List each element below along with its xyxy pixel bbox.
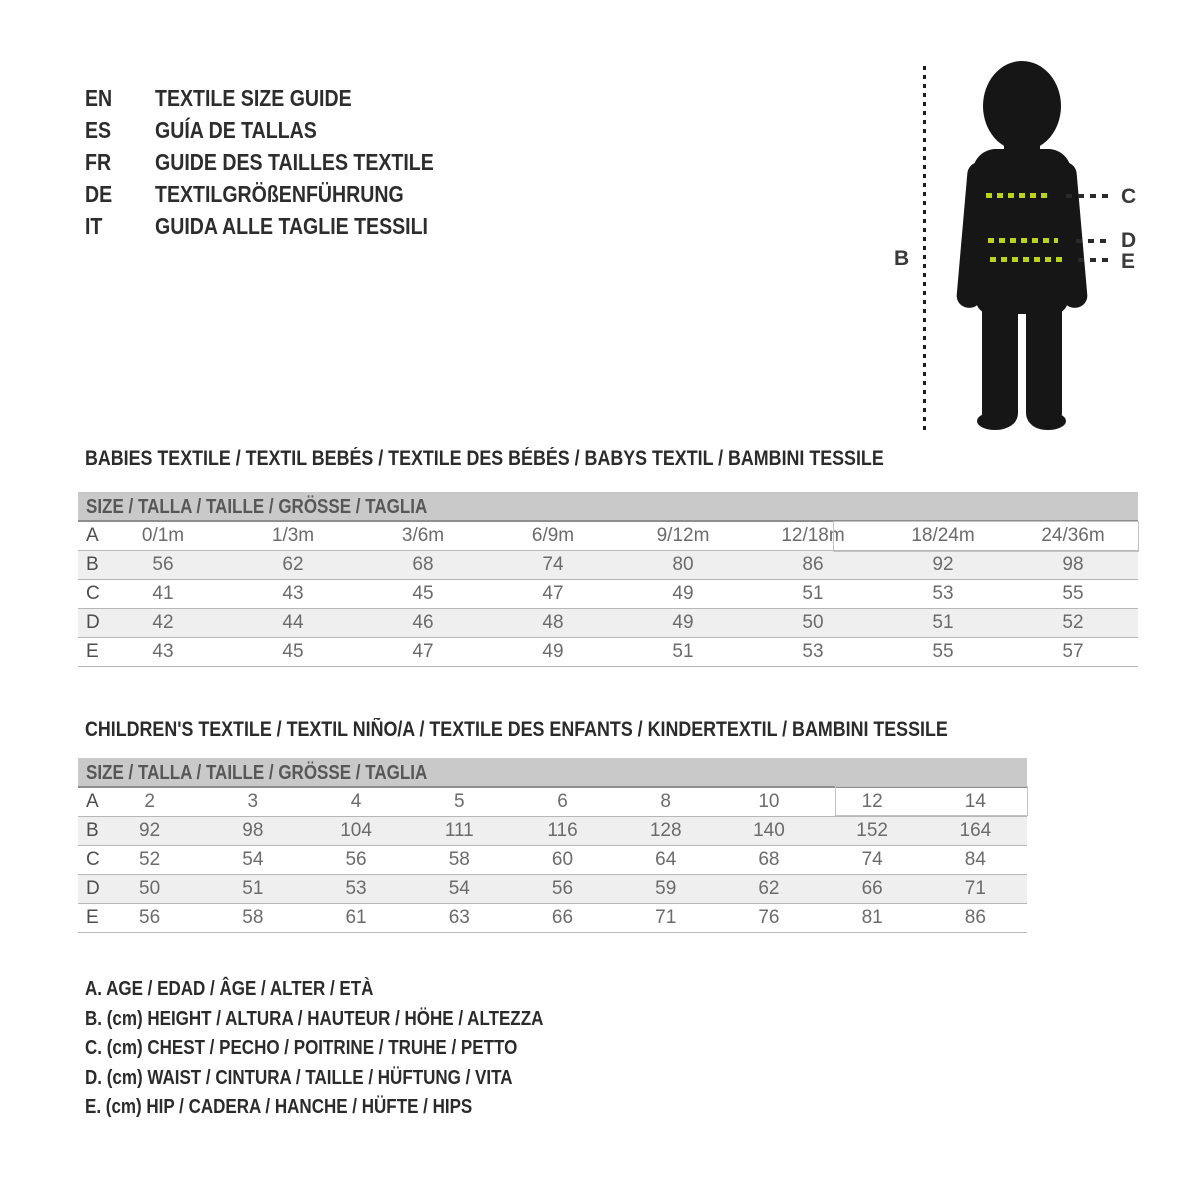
language-label: GUIDE DES TAILLES TEXTILE: [155, 149, 434, 175]
size-value-cell: 12/18m: [781, 525, 845, 546]
size-value-cell: 51: [672, 641, 694, 662]
babies-row-d: [78, 609, 1138, 638]
language-code: ES: [85, 117, 112, 143]
babies-row-b: [78, 551, 1138, 580]
language-code: EN: [85, 85, 113, 111]
size-value-cell: 74: [542, 554, 564, 575]
size-value-cell: 68: [412, 554, 434, 575]
size-value-cell: 53: [802, 641, 824, 662]
size-value-cell: 54: [448, 878, 470, 899]
size-value-cell: 43: [152, 641, 174, 662]
size-value-cell: 51: [932, 612, 954, 633]
size-value-cell: 84: [964, 849, 986, 870]
row-label: E: [86, 907, 99, 928]
size-value-cell: 98: [1062, 554, 1084, 575]
size-value-cell: 62: [758, 878, 780, 899]
size-value-cell: 51: [242, 878, 264, 899]
language-code: DE: [85, 181, 113, 207]
size-value-cell: 57: [1062, 641, 1084, 662]
size-value-cell: 45: [282, 641, 304, 662]
size-value-cell: 52: [139, 849, 161, 870]
size-value-cell: 6: [557, 791, 568, 812]
children-section-title: CHILDREN'S TEXTILE / TEXTIL NIÑO/A / TEXTILE DES ENFANTS / KINDERTEXTIL / BAMBINI TESSILE: [85, 718, 948, 741]
size-value-cell: 60: [551, 849, 574, 870]
size-value-cell: 140: [753, 820, 785, 841]
size-value-cell: 52: [1062, 612, 1084, 633]
legend-hip: E. (cm) HIP / CADERA / HANCHE / HÜFTE / HIPS: [85, 1096, 473, 1118]
size-value-cell: 56: [345, 849, 367, 870]
size-value-cell: 0/1m: [141, 525, 185, 546]
row-label: B: [86, 554, 99, 575]
size-value-cell: 58: [242, 907, 264, 928]
row-label: C: [86, 849, 100, 870]
children-row-c: [78, 846, 1027, 875]
size-value-cell: 92: [139, 820, 161, 841]
size-value-cell: 62: [282, 554, 304, 575]
size-value-cell: 86: [802, 554, 824, 575]
size-value-cell: 45: [412, 583, 434, 604]
size-value-cell: 71: [655, 907, 677, 928]
size-value-cell: 98: [242, 820, 264, 841]
size-value-cell: 4: [350, 791, 362, 812]
language-label: TEXTILE SIZE GUIDE: [155, 85, 352, 111]
language-code: FR: [85, 149, 112, 175]
size-value-cell: 68: [758, 849, 780, 870]
size-value-cell: 53: [932, 583, 954, 604]
row-label: A: [86, 525, 99, 546]
size-value-cell: 47: [412, 641, 434, 662]
size-value-cell: 49: [542, 641, 564, 662]
language-row-es: [85, 114, 483, 146]
size-value-cell: 76: [758, 907, 780, 928]
children-row-b: [78, 817, 1027, 846]
legend-waist: D. (cm) WAIST / CINTURA / TAILLE / HÜFTUNG / VITA: [85, 1066, 513, 1089]
size-value-cell: 1/3m: [271, 525, 315, 546]
size-value-cell: 74: [861, 849, 883, 870]
row-label: D: [86, 878, 100, 899]
row-label: C: [86, 583, 100, 604]
babies-row-c: [78, 580, 1138, 609]
children-size-table: [78, 758, 1027, 933]
size-value-cell: 86: [964, 907, 986, 928]
children-highlight-box: [835, 786, 1028, 816]
waist-label: D: [1121, 229, 1137, 252]
height-measure-line: [923, 66, 926, 432]
size-table-header: SIZE / TALLA / TAILLE / GRÖSSE / TAGLIA: [78, 492, 1138, 522]
language-row-en: [85, 82, 483, 114]
size-value-cell: 55: [1062, 583, 1084, 604]
chest-measure-dots: [986, 193, 1052, 198]
language-label: GUÍA DE TALLAS: [155, 117, 317, 143]
legend-chest: C. (cm) CHEST / PECHO / POITRINE / TRUHE / PETTO: [85, 1037, 518, 1059]
language-row-de: [85, 178, 483, 210]
babies-section-title: BABIES TEXTILE / TEXTIL BEBÉS / TEXTILE DES BÉBÉS / BABYS TEXTIL / BAMBINI TESSILE: [85, 447, 884, 470]
children-row-e: [78, 904, 1027, 933]
row-label: E: [86, 641, 99, 662]
size-value-cell: 164: [959, 820, 992, 841]
children-row-d: [78, 875, 1027, 904]
size-value-cell: 50: [802, 612, 824, 633]
size-value-cell: 48: [542, 612, 564, 633]
size-value-cell: 152: [856, 820, 888, 841]
size-value-cell: 81: [861, 907, 883, 928]
babies-highlight-box: [833, 521, 1139, 552]
hip-measure-dots: [990, 257, 1062, 262]
size-value-cell: 47: [542, 583, 564, 604]
chest-label: C: [1121, 185, 1137, 208]
size-value-cell: 55: [932, 641, 954, 662]
size-value-cell: 66: [861, 878, 883, 899]
language-label: TEXTILGRÖßENFÜHRUNG: [155, 181, 404, 207]
size-value-cell: 56: [139, 907, 161, 928]
size-value-cell: 66: [551, 907, 574, 928]
size-value-cell: 92: [932, 554, 954, 575]
language-row-fr: [85, 146, 483, 178]
size-value-cell: 10: [758, 791, 780, 812]
hip-leader-line: [1078, 258, 1110, 262]
size-value-cell: 5: [453, 791, 465, 812]
language-row-it: [85, 210, 483, 242]
size-value-cell: 58: [448, 849, 470, 870]
size-value-cell: 50: [139, 878, 161, 899]
size-value-cell: 111: [444, 820, 474, 841]
chest-leader-line: [1066, 194, 1108, 198]
waist-leader-line: [1076, 239, 1108, 243]
language-label: GUIDA ALLE TAGLIE TESSILI: [155, 213, 428, 239]
size-value-cell: 6/9m: [531, 525, 575, 546]
size-value-cell: 14: [964, 791, 986, 812]
size-value-cell: 61: [345, 907, 367, 928]
size-value-cell: 12: [861, 791, 883, 812]
size-value-cell: 46: [412, 612, 434, 633]
size-value-cell: 116: [547, 820, 578, 841]
size-value-cell: 51: [802, 583, 824, 604]
legend-age: A. AGE / EDAD / ÂGE / ALTER / ETÀ: [85, 978, 374, 1000]
size-value-cell: 64: [655, 849, 677, 870]
size-value-cell: 80: [672, 554, 694, 575]
size-value-cell: 3/6m: [401, 525, 445, 546]
waist-measure-dots: [988, 238, 1058, 243]
size-value-cell: 9/12m: [656, 525, 710, 546]
size-value-cell: 3: [247, 791, 259, 812]
size-value-cell: 59: [655, 878, 677, 899]
size-value-cell: 53: [345, 878, 367, 899]
size-value-cell: 44: [282, 612, 304, 633]
size-value-cell: 49: [672, 612, 694, 633]
row-label: B: [86, 820, 99, 841]
language-list: [85, 82, 483, 242]
size-value-cell: 54: [242, 849, 264, 870]
size-value-cell: 43: [282, 583, 304, 604]
size-value-cell: 71: [964, 878, 986, 899]
size-value-cell: 2: [144, 791, 155, 812]
babies-size-table: [78, 492, 1138, 667]
child-silhouette-icon: [940, 52, 1110, 437]
size-value-cell: 18/24m: [911, 525, 975, 546]
size-table-header: SIZE / TALLA / TAILLE / GRÖSSE / TAGLIA: [78, 758, 1027, 788]
row-label: D: [86, 612, 100, 633]
size-value-cell: 128: [649, 820, 682, 841]
babies-row-e: [78, 638, 1138, 667]
size-value-cell: 49: [672, 583, 694, 604]
height-label: B: [894, 247, 910, 270]
size-value-cell: 63: [448, 907, 470, 928]
size-value-cell: 42: [152, 612, 174, 633]
size-value-cell: 24/36m: [1041, 525, 1105, 546]
language-code: IT: [85, 213, 103, 239]
size-value-cell: 104: [340, 820, 372, 841]
size-value-cell: 56: [551, 878, 574, 899]
hip-label: E: [1121, 250, 1136, 273]
size-value-cell: 41: [152, 583, 174, 604]
row-label: A: [86, 791, 99, 812]
measurement-legend: [85, 975, 624, 1123]
size-value-cell: 8: [660, 791, 671, 812]
legend-height: B. (cm) HEIGHT / ALTURA / HAUTEUR / HÖHE / ALTEZZA: [85, 1007, 544, 1030]
size-value-cell: 56: [152, 554, 174, 575]
